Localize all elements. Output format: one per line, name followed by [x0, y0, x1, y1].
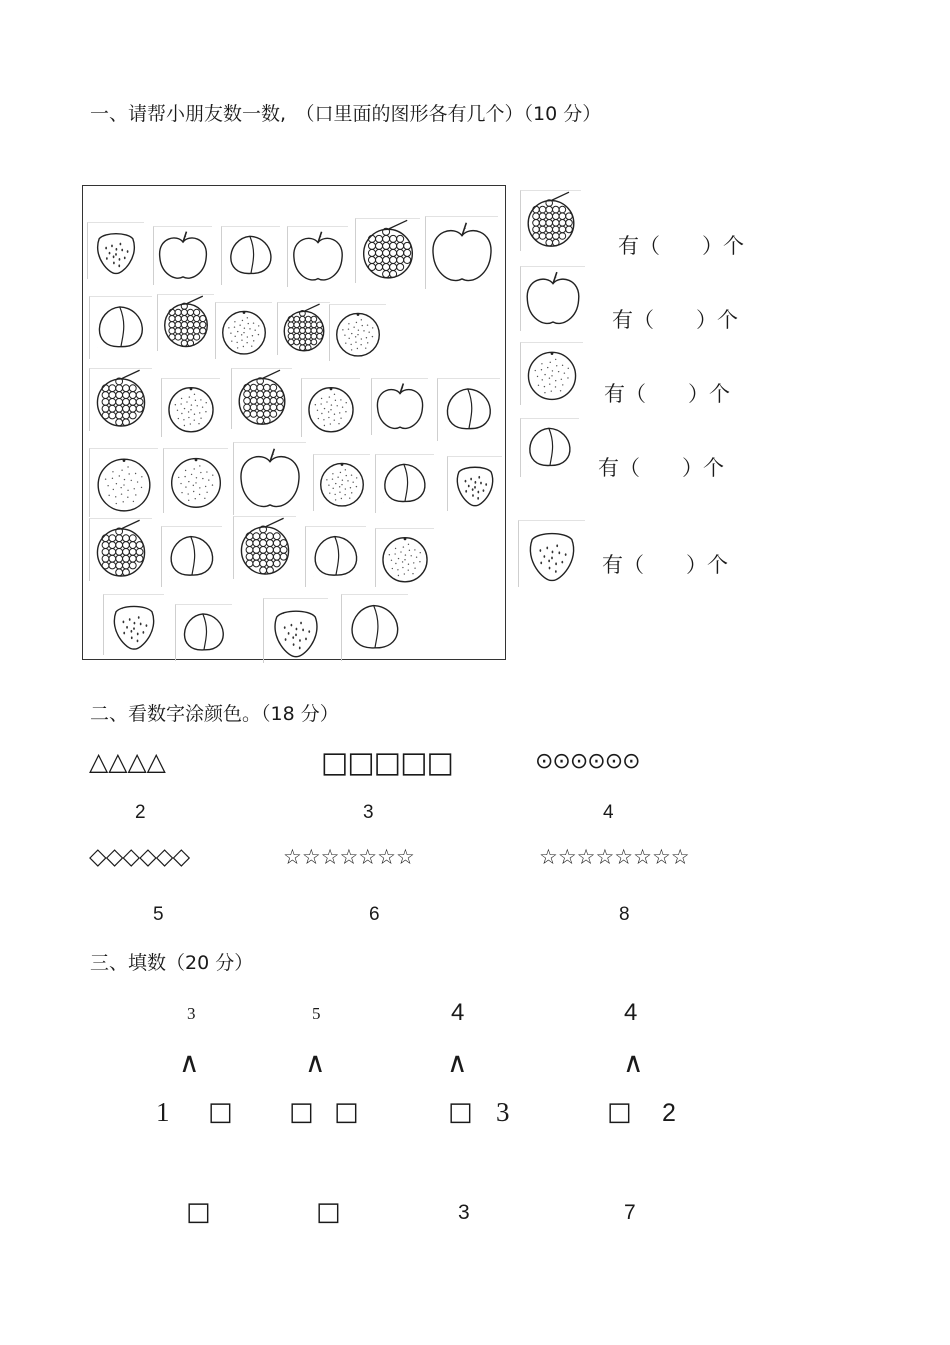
- orange-icon: [301, 378, 360, 437]
- strawberry-icon: [518, 520, 585, 587]
- answer-box[interactable]: □: [607, 1097, 632, 1127]
- apple-icon: [425, 216, 498, 289]
- bottom-number: 7: [624, 1201, 636, 1224]
- raspberry-icon: [231, 368, 292, 429]
- raspberry-icon: [520, 190, 581, 251]
- orange-icon: [329, 304, 386, 361]
- circle-dot-row[interactable]: ⊙⊙⊙⊙⊙⊙: [535, 749, 640, 774]
- orange-icon: [89, 448, 158, 517]
- strawberry-icon: [447, 456, 502, 511]
- peach-icon: [520, 418, 579, 477]
- strawberry-icon: [87, 222, 144, 279]
- answer-box[interactable]: □: [186, 1197, 211, 1227]
- answer-box[interactable]: □: [316, 1197, 341, 1227]
- star-row[interactable]: ☆☆☆☆☆☆☆☆: [539, 845, 690, 869]
- peach-icon: [305, 526, 366, 587]
- answer-box[interactable]: □: [334, 1097, 359, 1127]
- number-label: 2: [135, 802, 146, 823]
- fruit-counting-box: [82, 185, 506, 660]
- orange-icon: [313, 454, 370, 511]
- orange-icon: [163, 448, 228, 513]
- tree-top-number: 4: [624, 999, 638, 1026]
- apple-icon: [153, 226, 212, 285]
- orange-icon: [375, 528, 434, 587]
- raspberry-icon: [157, 294, 214, 351]
- peach-icon: [175, 604, 232, 661]
- orange-icon: [215, 302, 272, 359]
- apple-icon: [287, 226, 348, 287]
- raspberry-icon: [89, 368, 152, 431]
- answer-box[interactable]: □: [289, 1097, 314, 1127]
- peach-icon: [375, 454, 434, 513]
- count-answer-blank[interactable]: 有（ ）个: [604, 382, 730, 406]
- raspberry-icon: [277, 302, 330, 355]
- strawberry-icon: [263, 598, 328, 663]
- split-symbol: ∧: [447, 1046, 468, 1079]
- count-answer-blank[interactable]: 有（ ）个: [618, 234, 744, 258]
- answer-box[interactable]: □: [208, 1097, 233, 1127]
- count-answer-blank[interactable]: 有（ ）个: [612, 308, 738, 332]
- raspberry-icon: [89, 518, 152, 581]
- number-label: 3: [363, 802, 374, 823]
- tree-right-value: 3: [496, 1097, 510, 1127]
- peach-icon: [437, 378, 500, 441]
- number-label: 4: [603, 802, 614, 823]
- number-label: 5: [153, 904, 164, 925]
- peach-icon: [221, 226, 280, 285]
- apple-icon: [371, 378, 428, 435]
- triangle-row[interactable]: △△△△: [89, 747, 166, 776]
- split-symbol: ∧: [623, 1046, 644, 1079]
- strawberry-icon: [103, 594, 164, 655]
- answer-box[interactable]: □: [448, 1097, 473, 1127]
- bottom-number: 3: [458, 1201, 470, 1224]
- count-answer-blank[interactable]: 有（ ）个: [598, 456, 724, 480]
- section-1-title: 一、请帮小朋友数一数, （口里面的图形各有几个）（10 分）: [90, 103, 602, 125]
- star-row[interactable]: ☆☆☆☆☆☆☆: [283, 845, 415, 869]
- apple-icon: [233, 442, 306, 515]
- orange-icon: [161, 378, 220, 437]
- peach-icon: [341, 594, 408, 661]
- tree-top-number: 3: [187, 1004, 196, 1023]
- orange-icon: [520, 342, 583, 405]
- raspberry-icon: [355, 218, 420, 283]
- section-3-title: 三、填数（20 分）: [90, 952, 254, 974]
- apple-icon: [520, 266, 585, 331]
- count-answer-blank[interactable]: 有（ ）个: [602, 553, 728, 577]
- tree-top-number: 5: [312, 1004, 321, 1023]
- tree-top-number: 4: [451, 999, 465, 1026]
- tree-left-value: 1: [156, 1097, 170, 1127]
- number-label: 8: [619, 904, 630, 925]
- split-symbol: ∧: [179, 1046, 200, 1079]
- tree-right-value: 2: [662, 1099, 676, 1127]
- diamond-row[interactable]: ◇◇◇◇◇◇: [89, 844, 190, 870]
- split-symbol: ∧: [305, 1046, 326, 1079]
- square-row[interactable]: □□□□□: [321, 745, 453, 779]
- number-label: 6: [369, 904, 380, 925]
- peach-icon: [89, 296, 152, 359]
- peach-icon: [161, 526, 222, 587]
- raspberry-icon: [233, 516, 296, 579]
- section-2-title: 二、看数字涂颜色。（18 分）: [90, 703, 339, 725]
